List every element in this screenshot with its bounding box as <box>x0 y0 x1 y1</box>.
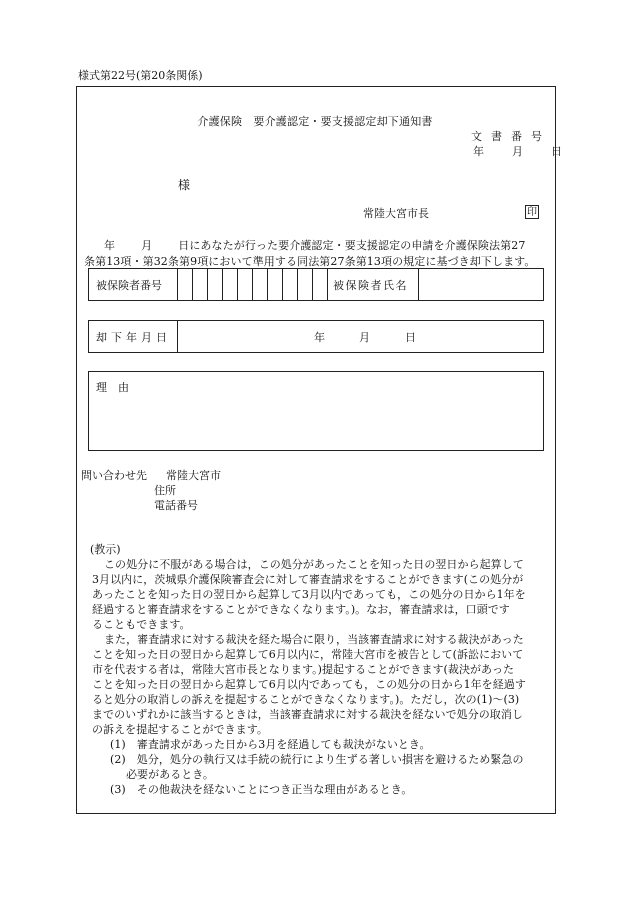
notes-line: あったことを知った日の翌日から起算して3月以内であっても，この処分の日から1年を <box>92 588 526 601</box>
form-number-label: 様式第22号(第20条関係) <box>78 69 203 82</box>
issue-date-day: 日 <box>551 145 562 158</box>
notes-line: この処分に不服がある場合は，この処分があったことを知った日の翌日から起算して <box>104 558 524 571</box>
issue-date-year: 年 <box>473 145 484 158</box>
notes-item-2: (2) 処分，処分の執行又は手続の続行により生ずる著しい損害を避けるため緊急の <box>110 753 524 766</box>
notes-heading: (教示) <box>90 543 121 556</box>
notes-line: 市を代表する者は，常陸大宮市長となります。)提起することができます(裁決があった <box>92 663 515 676</box>
inquiry-org: 常陸大宮市 <box>166 469 221 482</box>
rejection-date-year: 年 <box>314 331 325 344</box>
rejection-date-day: 日 <box>405 331 416 344</box>
insured-info-row <box>88 268 544 301</box>
inquiry-phone-label: 電話番号 <box>154 499 198 512</box>
addressee-suffix: 様 <box>178 178 191 192</box>
inquiry-label: 問い合わせ先 <box>81 469 147 482</box>
inquiry-address-label: 住所 <box>154 484 176 497</box>
body-text-line-2: 条第13項・第32条第9項において準用する同法第27条第13項の規定に基づき却下します。 <box>84 255 536 268</box>
document-number-label: 文書番号 <box>471 130 551 143</box>
notes-item-1: (1) 審査請求があった日から3月を経過しても裁決がないとき。 <box>110 738 431 751</box>
notes-line: ることもできます。 <box>92 618 191 631</box>
rejection-date-month: 月 <box>359 331 370 344</box>
notes-line: ことを知った日の翌日から起算して6月以内であっても，この処分の日から1年を経過す <box>92 678 526 691</box>
reason-box <box>88 371 544 451</box>
insured-number-label: 被保険者番号 <box>96 279 162 292</box>
notes-item-2-cont: 必要があるとき。 <box>126 768 214 781</box>
notes-line: までのいずれかに該当するときは，当該審査請求に対する裁決を経ないで処分の取消し <box>92 708 523 721</box>
issue-date-month: 月 <box>512 145 523 158</box>
body-text-line-1: 年 月 日にあなたが行った要介護認定・要支援認定の申請を介護保険法第27 <box>104 239 526 252</box>
issue-date <box>473 146 562 157</box>
notes-line: 経過すると審査請求をすることができなくなります。)。なお，審査請求は，口頭です <box>92 603 510 616</box>
notes-line: 3月以内に，茨城県介護保険審査会に対して審査請求をすることができます(この処分が <box>92 573 524 586</box>
reason-label: 理 由 <box>96 381 129 394</box>
rejection-date-label: 却下年月日 <box>96 331 171 344</box>
notes-line: ことを知った日の翌日から起算して6月以内に，常陸大宮市を被告として(訴訟において <box>92 648 524 661</box>
issuer-name: 常陸大宮市長 <box>363 207 429 220</box>
notes-line: また，審査請求に対する裁決を経た場合に限り，当該審査請求に対する裁決があった <box>104 633 524 646</box>
insured-name-label: 被保険者氏名 <box>333 279 408 292</box>
rejection-date-row <box>88 320 544 353</box>
notes-line: の訴えを提起することができます。 <box>92 723 268 736</box>
notes-item-3: (3) その他裁決を経ないことにつき正当な理由があるとき。 <box>110 783 413 796</box>
seal-mark: 印 <box>527 207 537 218</box>
notes-line: ると処分の取消しの訴えを提起することができなくなります。)。ただし，次の(1)～(3) <box>92 693 520 706</box>
document-title: 介護保険 要介護認定・要支援認定却下通知書 <box>197 115 433 128</box>
